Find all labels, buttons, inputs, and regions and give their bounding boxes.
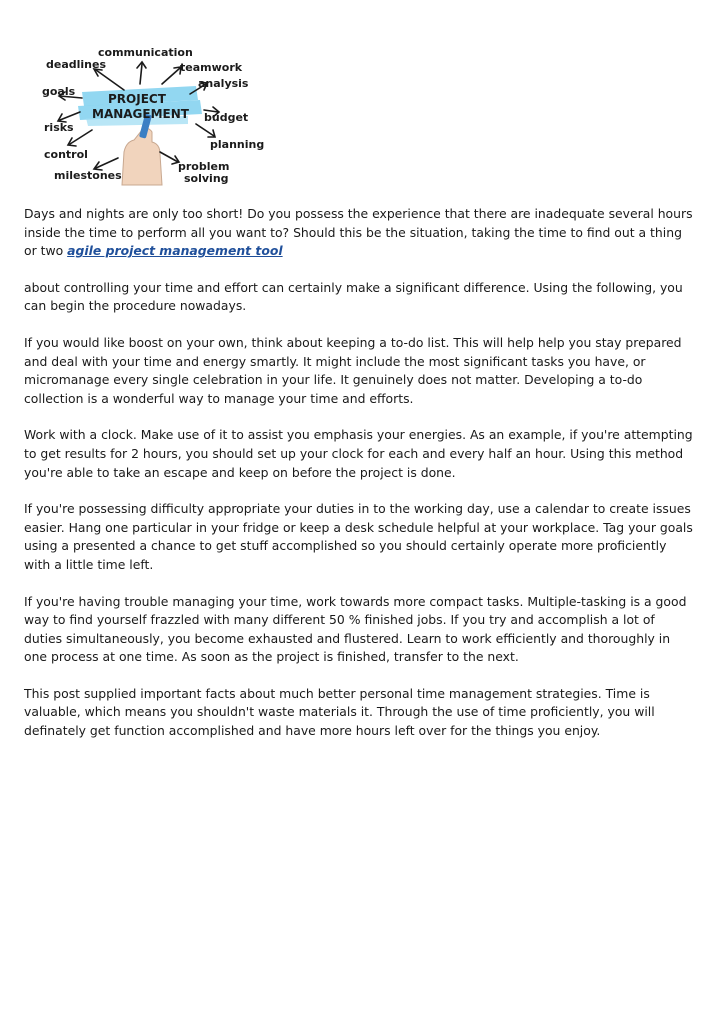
word-risks: risks	[44, 121, 74, 134]
word-milestones: milestones	[54, 169, 122, 182]
word-communication: communication	[98, 46, 193, 59]
center-label-line2: MANAGEMENT	[92, 107, 189, 121]
agile-project-management-tool-link[interactable]: agile project management tool	[67, 243, 283, 259]
paragraph-2: about controlling your time and effort can certainly make a significant difference. Using the following, you can begin the procedure nowadays.	[24, 279, 683, 314]
paragraph-6: If you're having trouble managing your time, work towards more compact tasks. Multiple-tasking is a good way to find yourself frazzled with many different 50 % finished jobs. If you try and accomplish a lot of duties simultaneously, you become exhausted and flustered. Learn to work efficiently and thoroughly in one process at one time. As soon as the project is finished, transfer to the next.	[24, 593, 687, 665]
word-budget: budget	[204, 111, 249, 124]
center-label-line1: PROJECT	[108, 92, 166, 106]
word-teamwork: teamwork	[180, 61, 243, 74]
mind-map-graphic	[38, 40, 265, 190]
paragraph-7: This post supplied important facts about much better personal time management strategies. Time is valuable, which means you shouldn't waste materials it. Through the use of time proficiently, you will definately get function accomplished and have more hours left over for the things you enjoy.	[24, 685, 655, 739]
word-goals: goals	[42, 85, 76, 98]
article-body	[24, 205, 696, 759]
paragraph-3: If you would like boost on your own, think about keeping a to-do list. This will help help you stay prepared and deal with your time and energy smartly. It might include the most significant tasks you have, or micromanage every single celebration in your life. It genuinely does not matter. Developing a to-do collection is a wonderful way to manage your time and efforts.	[24, 334, 682, 406]
paragraph-4: Work with a clock. Make use of it to assist you emphasis your energies. As an example, if you're attempting to get results for 2 hours, you should set up your clock for each and every half an hour. Using this method you're able to take an escape and keep on before the project is done.	[24, 427, 693, 480]
paragraph-5: If you're possessing difficulty appropriate your duties in to the working day, use a calendar to create issues easier. Hang one particular in your fridge or keep a desk schedule helpful at your workplace. Tag your goals using a presented a chance to get stuff accomplished so you should certainly operate more proficiently with a little time left.	[24, 501, 693, 572]
word-control: control	[44, 148, 88, 161]
word-problem: problem	[178, 160, 230, 173]
word-deadlines: deadlines	[46, 58, 107, 71]
project-management-illustration	[38, 40, 265, 190]
word-analysis: analysis	[198, 77, 249, 90]
word-solving: solving	[184, 172, 229, 185]
paragraph-1-text: Days and nights are only too short! Do you possess the experience that there are inadequate several hours inside the time to perform all you want to? Should this be the situation, taking the time to find out a thing or two	[24, 206, 693, 259]
paragraph-1	[24, 205, 696, 261]
word-planning: planning	[210, 138, 265, 151]
